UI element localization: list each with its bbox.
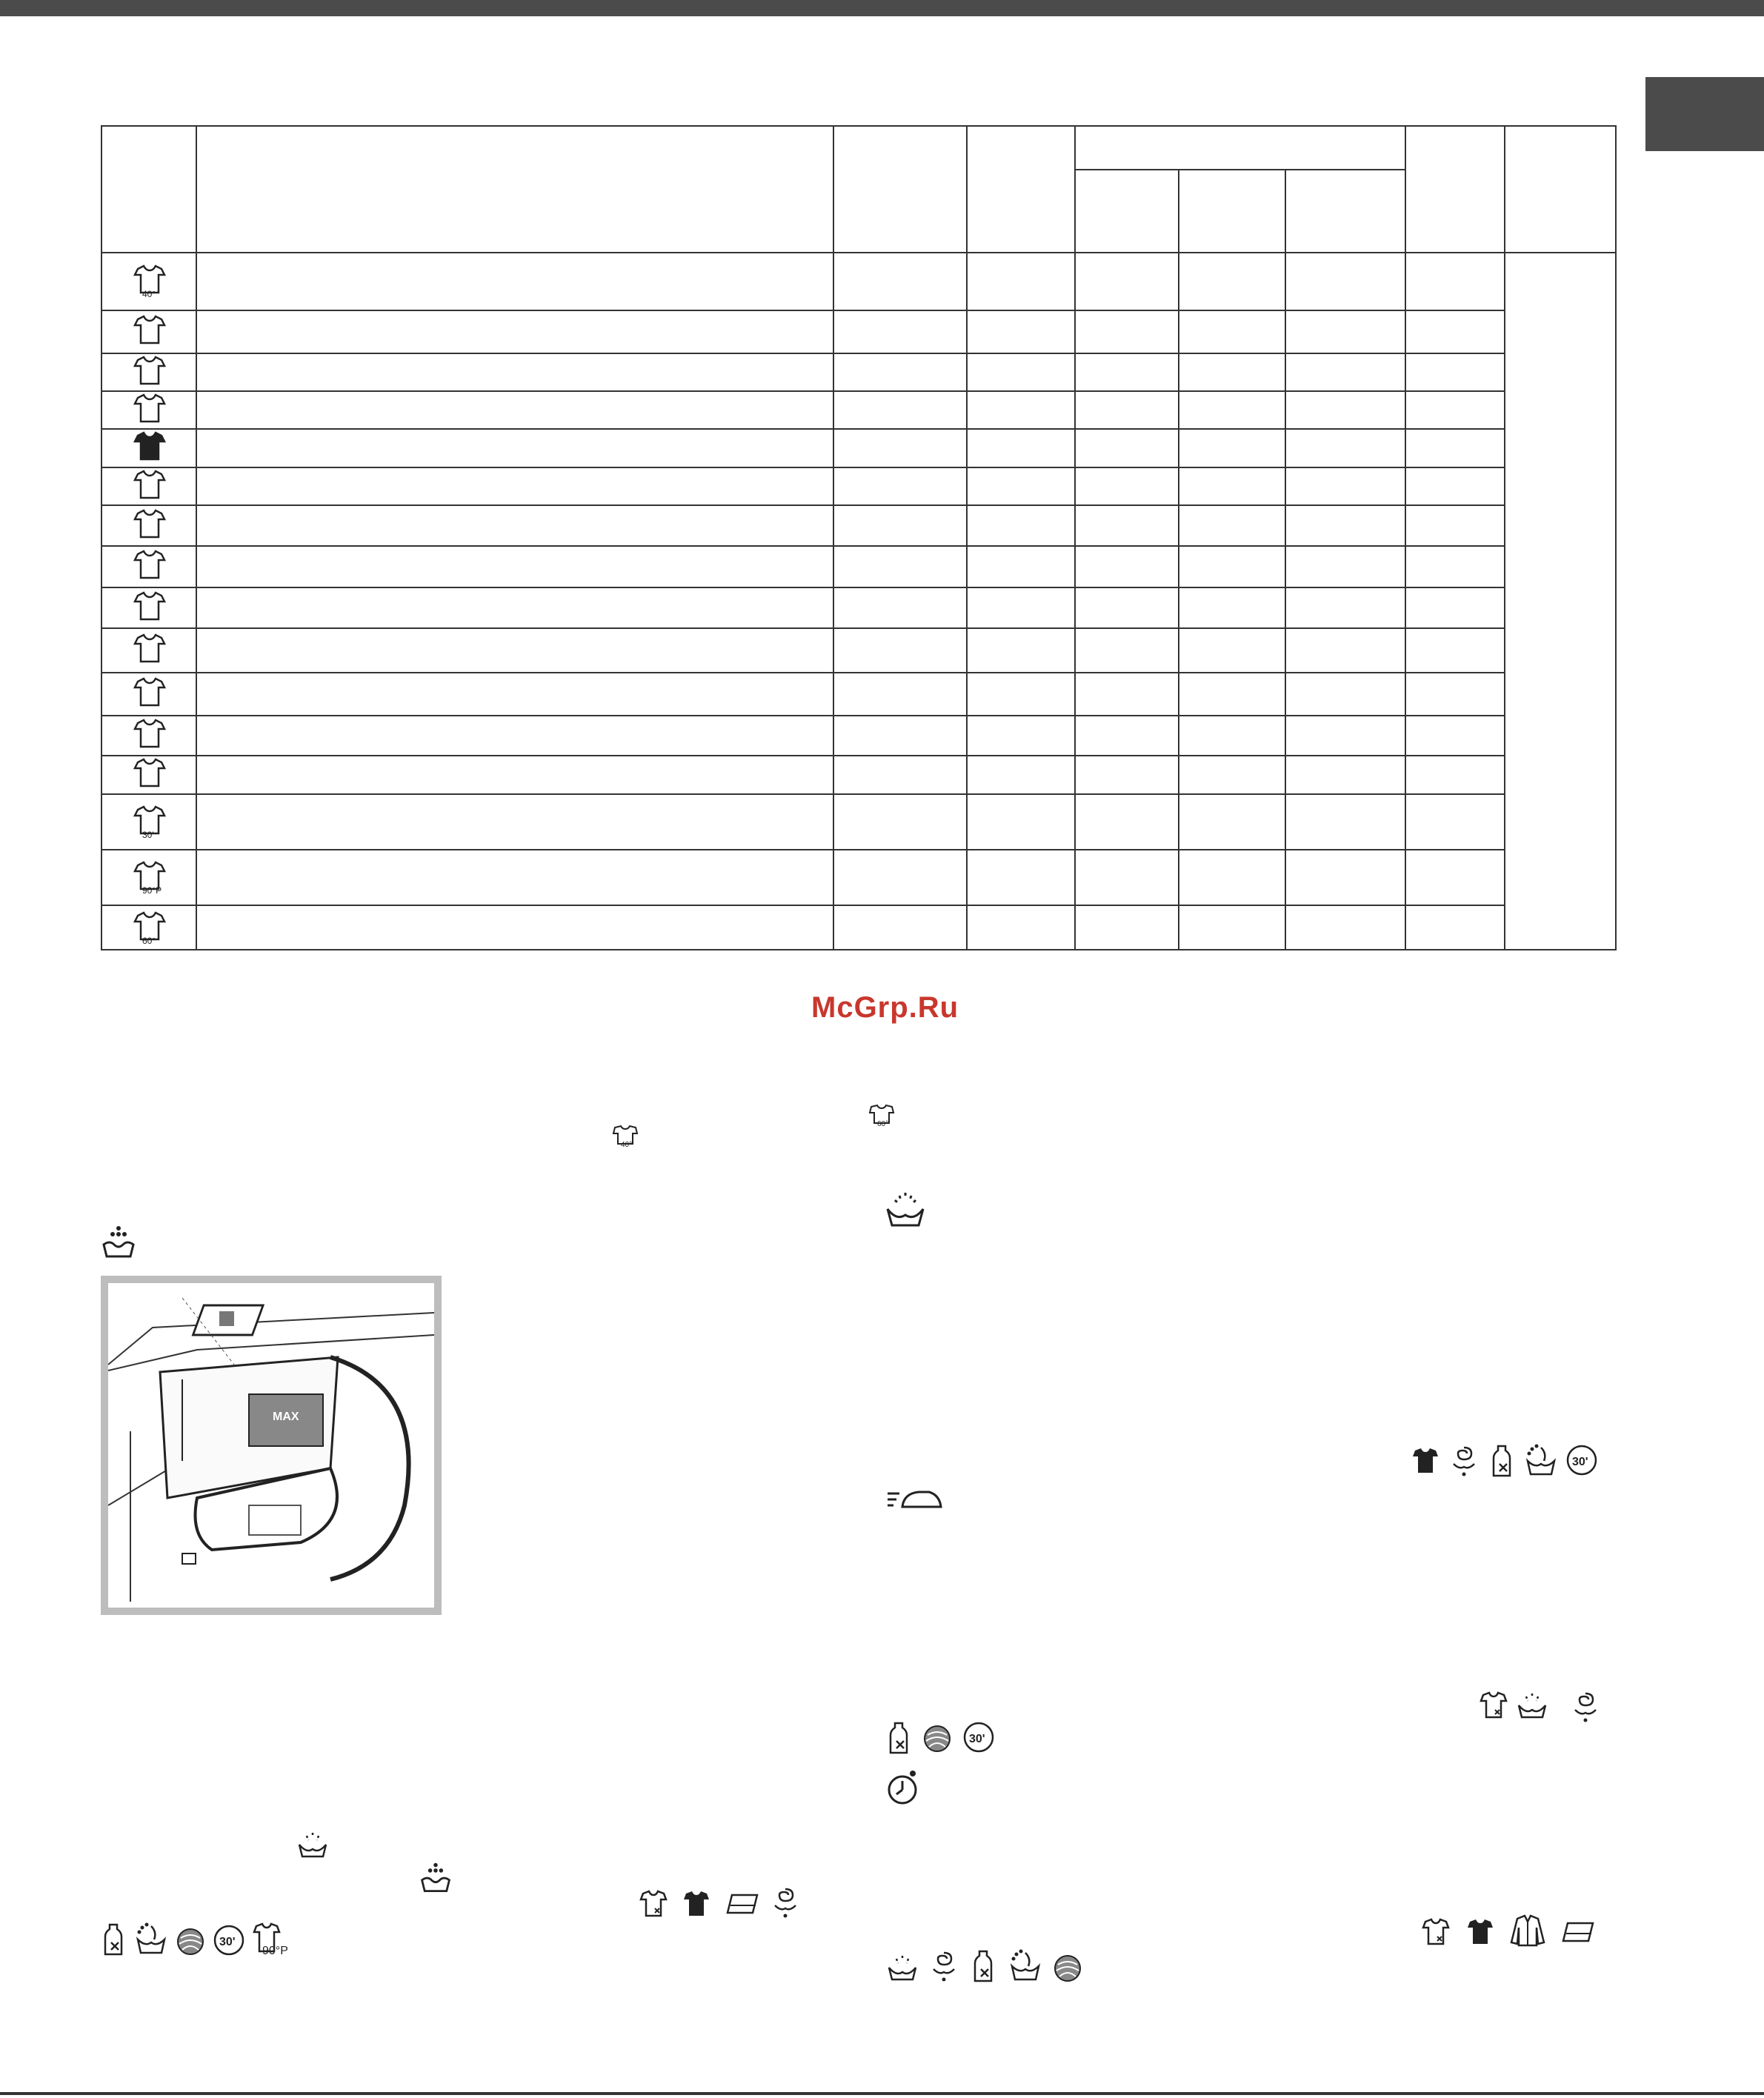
silk-curtains-icon (1572, 1691, 1599, 1723)
wool-icon (175, 1926, 206, 1957)
bottom-line (0, 2092, 1764, 2095)
prewash-icon (99, 1224, 138, 1262)
col-divider (833, 127, 834, 950)
col-divider (1285, 169, 1286, 950)
silk-curtains-icon (931, 1950, 957, 1982)
row-divider (102, 905, 1505, 906)
wool-icon (1052, 1953, 1083, 1984)
row-divider (102, 849, 1505, 850)
col-divider (1074, 127, 1076, 950)
wool-icon (132, 756, 167, 792)
rapid-30-icon (1565, 1443, 1599, 1477)
programme-table (101, 125, 1617, 950)
rapid-30-icon (962, 1720, 996, 1754)
cotton-90p-icon (132, 859, 167, 895)
rapid-30-label: 30' (969, 1733, 985, 1745)
row-divider (102, 545, 1505, 547)
cotton-stain-icon (1421, 1917, 1451, 1947)
cotton-60-icon (867, 1104, 896, 1128)
baby-icon (886, 1720, 911, 1756)
hand-wash-icon (1009, 1948, 1042, 1982)
cotton-stain-icon (639, 1889, 668, 1919)
prewash-icon (418, 1861, 453, 1896)
col-divider (1178, 169, 1179, 950)
cotton-90p-icon (252, 1922, 296, 1957)
row-divider (102, 587, 1505, 588)
delicates-icon (1516, 1691, 1548, 1720)
row-divider (102, 467, 1505, 468)
detergent-drawer-illustration (101, 1276, 442, 1615)
silk-curtains-icon (772, 1886, 799, 1919)
header-subdivider (1074, 169, 1405, 170)
hand-wash-icon (135, 1922, 167, 1956)
col-divider (1504, 127, 1505, 950)
baby-icon (971, 1948, 996, 1984)
hand-wash-icon (132, 717, 167, 753)
row-divider (102, 715, 1505, 716)
dark-garments-icon (1411, 1446, 1440, 1476)
silk-curtains-icon (132, 632, 167, 667)
row-divider (102, 390, 1505, 392)
row-icon-label: 40° (142, 289, 156, 299)
delicates-icon (132, 590, 167, 625)
delicates-icon (296, 1830, 329, 1859)
dark-garments-icon (682, 1889, 711, 1919)
row-divider (102, 504, 1505, 506)
max-label: MAX (273, 1411, 299, 1423)
row-divider (102, 793, 1505, 795)
bedding-icon (132, 548, 167, 584)
col-divider (966, 127, 968, 950)
wool-icon (922, 1723, 953, 1754)
iron-easy-icon (886, 1486, 942, 1511)
cotton-90p-label: 90°P (262, 1945, 288, 1957)
baby-icon (132, 676, 167, 711)
language-tab (1645, 77, 1764, 151)
row-divider (102, 353, 1505, 354)
delicates-icon (883, 1190, 928, 1230)
baby-icon (101, 1922, 126, 1957)
cotton-60-label: 60° (877, 1120, 889, 1128)
rapid-30-label: 30' (1572, 1456, 1588, 1468)
cotton-40-icon (132, 263, 167, 299)
hand-wash-icon (1525, 1443, 1557, 1477)
row-divider (102, 310, 1505, 311)
cotton-stain-icon (1479, 1691, 1508, 1720)
cotton-40-label: 40° (621, 1141, 633, 1148)
drawer-drawing (108, 1283, 434, 1608)
row-icon-label: 60° (142, 936, 156, 945)
rapid-30-icon (132, 804, 167, 839)
row-divider (102, 672, 1505, 673)
row-divider (102, 755, 1505, 756)
silk-curtains-icon (1451, 1445, 1477, 1477)
towels-icon (1560, 1917, 1596, 1947)
watermark: McGrp.Ru (811, 991, 959, 1024)
header-bottom-line (102, 252, 1617, 253)
top-bar (0, 0, 1764, 16)
cotton-40-icon (610, 1125, 640, 1148)
cotton-mixed-icon (132, 392, 167, 427)
col-divider (196, 127, 197, 950)
delay-timer-icon (886, 1769, 919, 1806)
row-divider (102, 428, 1505, 430)
row-divider (102, 627, 1505, 629)
towels-icon (132, 507, 167, 543)
col-divider (1405, 127, 1406, 950)
delicates-icon (886, 1953, 919, 1982)
shirts-icon (1510, 1914, 1545, 1948)
row-icon-label: 90°P (142, 885, 162, 895)
dark-garments-icon (1465, 1917, 1495, 1947)
rapid-30-label: 30' (219, 1936, 236, 1948)
cotton-stain-icon (132, 354, 167, 390)
rapid-30-icon (212, 1923, 246, 1957)
row-icon-label: 30' (142, 829, 154, 839)
baby-icon (1489, 1443, 1514, 1479)
cotton-60-icon (132, 910, 167, 945)
shirts-icon (132, 468, 167, 504)
dark-garments-icon (132, 430, 167, 465)
towels-icon (725, 1889, 760, 1919)
stain-removal-icon (132, 313, 167, 349)
